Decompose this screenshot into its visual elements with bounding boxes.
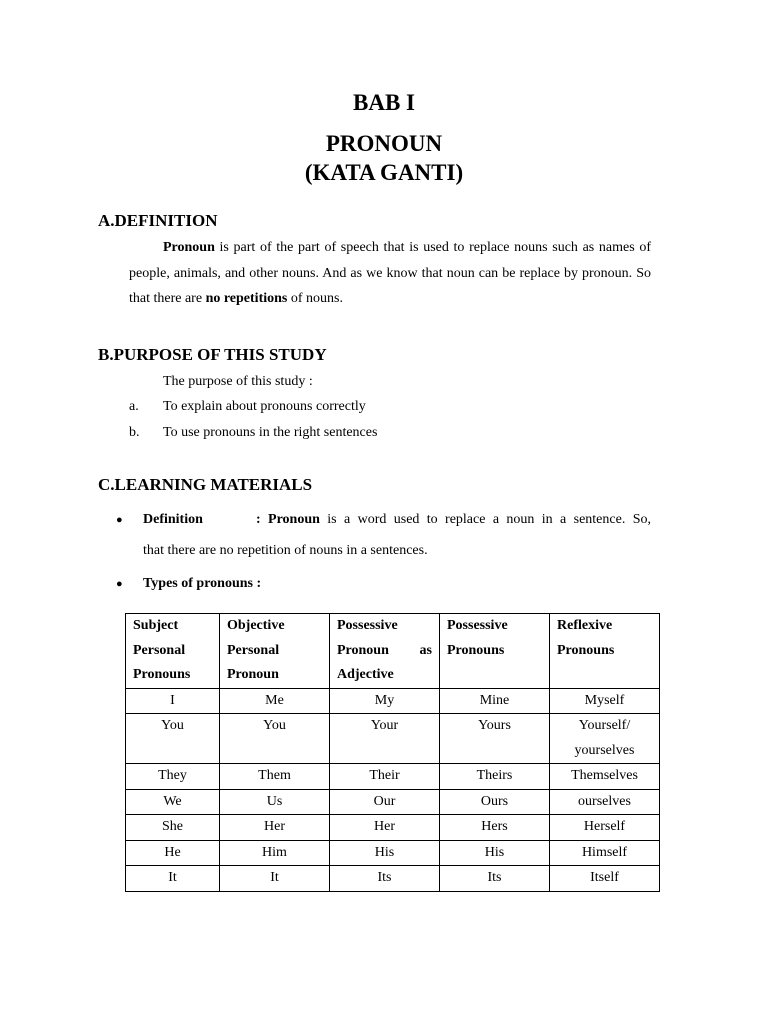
purpose-item-b: To use pronouns in the right sentences [163, 425, 378, 440]
table-row [126, 815, 660, 841]
header-line: Possessive [447, 618, 508, 633]
header-line: Subject [133, 618, 179, 633]
table-header-cell [126, 614, 220, 689]
table-cell: Themselves [550, 764, 660, 790]
table-header-row [126, 614, 660, 689]
table-cell: She [126, 815, 220, 841]
chapter-title: BAB I [353, 90, 415, 115]
section-b-heading: B.PURPOSE OF THIS STUDY [98, 345, 327, 364]
table-cell: Your [330, 714, 440, 764]
table-cell: Their [330, 764, 440, 790]
table-cell: Them [220, 764, 330, 790]
table-row [126, 789, 660, 815]
table-cell: Her [330, 815, 440, 841]
definition-paragraph [129, 235, 651, 312]
table-row [126, 764, 660, 790]
table-cell: I [126, 688, 220, 714]
table-row [126, 714, 660, 764]
table-cell: It [126, 866, 220, 892]
bullet-icon: ● [116, 514, 123, 526]
table-cell: Hers [440, 815, 550, 841]
table-cell: Himself [550, 840, 660, 866]
table-header-cell [330, 614, 440, 689]
table-cell: He [126, 840, 220, 866]
table-header-cell [550, 614, 660, 689]
definition-bold-term: Pronoun [163, 240, 215, 255]
table-cell: Itself [550, 866, 660, 892]
definition-line-1 [256, 510, 651, 530]
table-cell: Him [220, 840, 330, 866]
table-cell: Our [330, 789, 440, 815]
table-cell: You [126, 714, 220, 764]
table-cell: Ours [440, 789, 550, 815]
table-cell: ourselves [550, 789, 660, 815]
types-label: Types of pronouns : [143, 576, 262, 591]
purpose-item-a-marker: a. [129, 399, 139, 414]
table-cell: Theirs [440, 764, 550, 790]
header-line: Pronoun [227, 667, 279, 682]
table-row [126, 866, 660, 892]
definition-pronoun-label: : Pronoun [256, 512, 320, 527]
table-cell: It [220, 866, 330, 892]
purpose-item-a: To explain about pronouns correctly [163, 399, 366, 414]
definition-text-1: is part of the part of speech that is used to replace nouns such as names of people, animals, and other nouns. And as we know that noun can be replace by pronoun. So that there are [129, 240, 651, 306]
table-cell: Me [220, 688, 330, 714]
purpose-intro: The purpose of this study : [163, 374, 313, 389]
section-c-heading: C.LEARNING MATERIALS [98, 475, 313, 494]
header-line: Adjective [337, 667, 394, 682]
header-line: Personal [227, 642, 280, 658]
table-cell: His [330, 840, 440, 866]
table-cell: They [126, 764, 220, 790]
purpose-item-b-marker: b. [129, 425, 140, 440]
table-cell: Its [440, 866, 550, 892]
table-cell: Yours [440, 714, 550, 764]
table-header-cell [440, 614, 550, 689]
table-cell: Mine [440, 688, 550, 714]
table-cell: Us [220, 789, 330, 815]
table-cell: Yourself/ yourselves [550, 714, 660, 764]
bullet-icon: ● [116, 578, 123, 590]
table-cell: Its [330, 866, 440, 892]
section-a-heading: A.DEFINITION [98, 211, 218, 230]
table-cell: You [220, 714, 330, 764]
header-line: Pronouns [447, 642, 505, 658]
definition-text-2: of nouns. [287, 291, 343, 306]
table-cell: We [126, 789, 220, 815]
table-cell: Her [220, 815, 330, 841]
header-line: Reflexive [557, 618, 613, 633]
table-row [126, 840, 660, 866]
table-header-cell [220, 614, 330, 689]
table-cell: Herself [550, 815, 660, 841]
main-title: PRONOUN [325, 131, 443, 156]
header-line: Pronouns [557, 642, 615, 658]
table-cell: Myself [550, 688, 660, 714]
header-line: Personal [133, 642, 186, 658]
header-line: Objective [227, 618, 285, 633]
definition-bold-phrase: no repetitions [205, 291, 288, 306]
table-row [126, 688, 660, 714]
definition-line-1-text: is a word used to replace a noun in a sentence. So, [319, 512, 651, 527]
subtitle: (KATA GANTI) [304, 160, 464, 185]
definition-label: Definition [143, 512, 203, 527]
definition-line-2: that there are no repetition of nouns in a sentences. [143, 543, 428, 558]
table-cell: His [440, 840, 550, 866]
header-line: Pronouns [133, 667, 191, 682]
table-cell: My [330, 688, 440, 714]
header-line: Pronoun as [337, 642, 432, 658]
header-line: Possessive [337, 618, 398, 633]
pronoun-table [125, 613, 660, 892]
